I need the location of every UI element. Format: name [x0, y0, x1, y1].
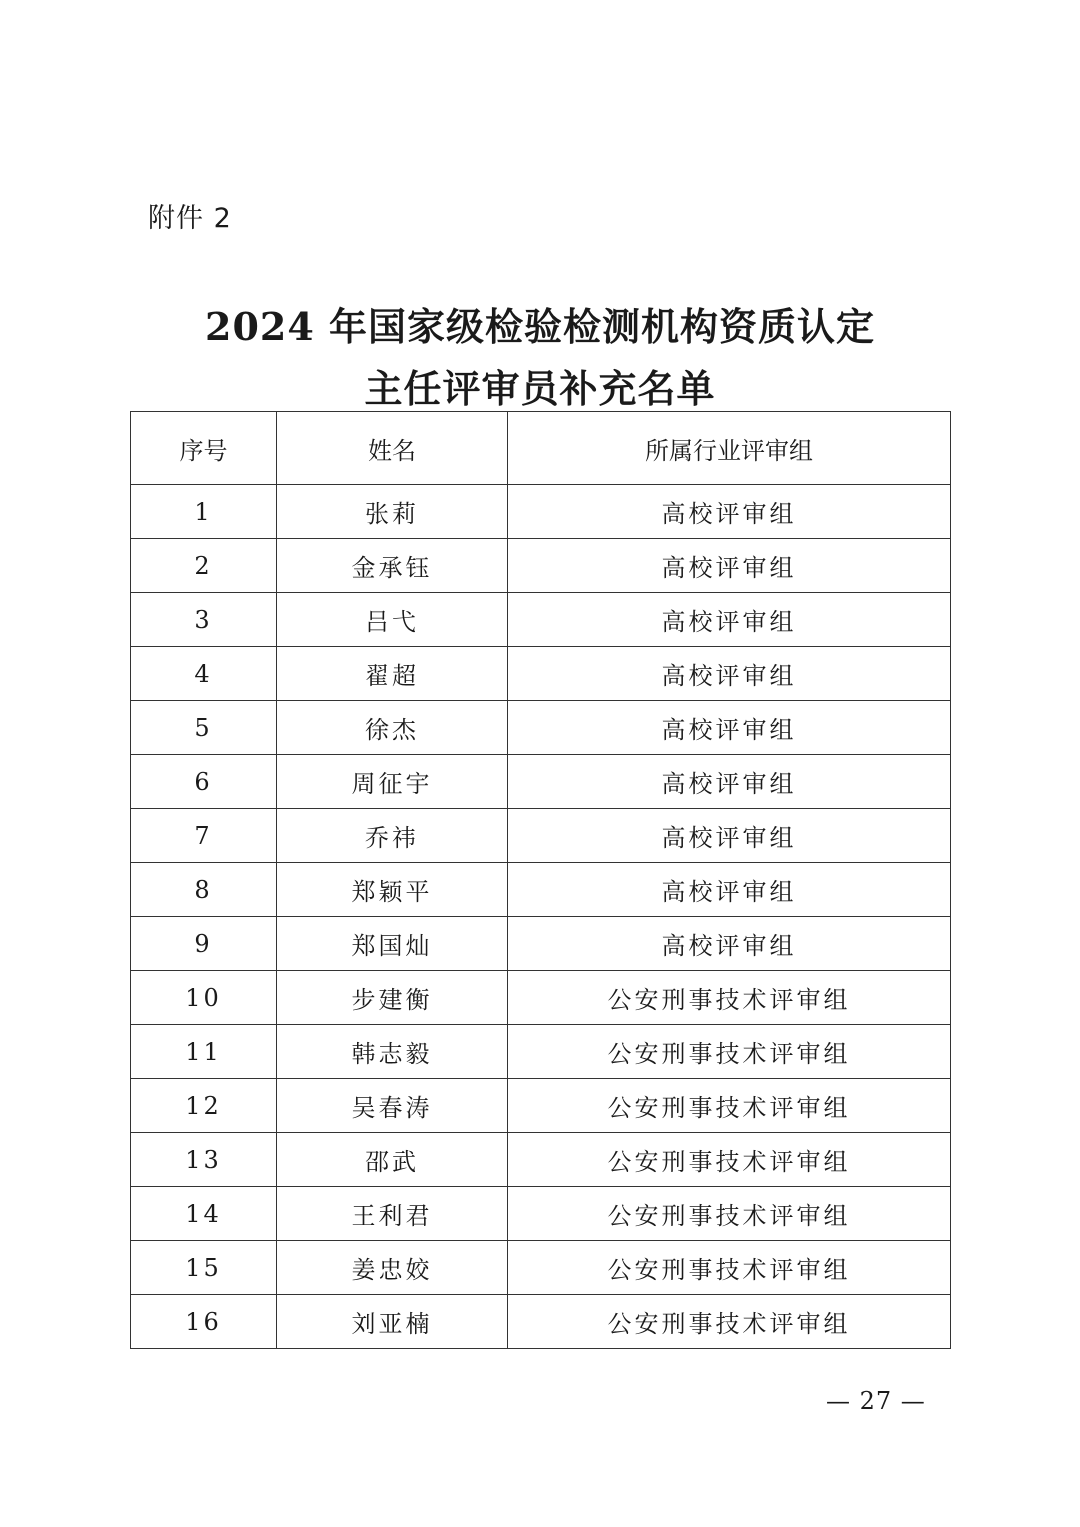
cell-name: 周征宇 — [277, 755, 508, 809]
cell-name: 姜忠姣 — [277, 1241, 508, 1295]
cell-serial: 15 — [131, 1241, 277, 1295]
table-row — [131, 863, 951, 917]
cell-name: 张莉 — [277, 485, 508, 539]
table-row — [131, 755, 951, 809]
cell-serial: 13 — [131, 1133, 277, 1187]
table-row — [131, 917, 951, 971]
table-row — [131, 1187, 951, 1241]
cell-group: 公安刑事技术评审组 — [508, 971, 951, 1025]
cell-group: 高校评审组 — [508, 539, 951, 593]
cell-group: 高校评审组 — [508, 701, 951, 755]
cell-group: 公安刑事技术评审组 — [508, 1133, 951, 1187]
table-row — [131, 593, 951, 647]
cell-group: 公安刑事技术评审组 — [508, 1079, 951, 1133]
table-row — [131, 1133, 951, 1187]
cell-serial: 7 — [131, 809, 277, 863]
cell-serial: 2 — [131, 539, 277, 593]
cell-serial: 9 — [131, 917, 277, 971]
document-title-line-1: 2024 年国家级检验检测机构资质认定 — [205, 304, 875, 349]
cell-serial: 5 — [131, 701, 277, 755]
table-row — [131, 1025, 951, 1079]
cell-name: 步建衡 — [277, 971, 508, 1025]
cell-name: 翟超 — [277, 647, 508, 701]
cell-serial: 6 — [131, 755, 277, 809]
cell-name: 吕弋 — [277, 593, 508, 647]
cell-group: 公安刑事技术评审组 — [508, 1025, 951, 1079]
header-group: 所属行业评审组 — [508, 412, 951, 485]
page-number: — 27 — — [826, 1387, 926, 1415]
table-row — [131, 539, 951, 593]
document-title-line-2: 主任评审员补充名单 — [364, 366, 716, 411]
cell-name: 郑国灿 — [277, 917, 508, 971]
table-row — [131, 1241, 951, 1295]
cell-group: 高校评审组 — [508, 485, 951, 539]
cell-serial: 14 — [131, 1187, 277, 1241]
attachment-label: 附件 2 — [148, 203, 232, 234]
cell-name: 乔祎 — [277, 809, 508, 863]
reviewer-table — [130, 411, 951, 1349]
table-row — [131, 647, 951, 701]
cell-serial: 3 — [131, 593, 277, 647]
cell-group: 高校评审组 — [508, 917, 951, 971]
cell-group: 高校评审组 — [508, 863, 951, 917]
cell-serial: 4 — [131, 647, 277, 701]
cell-group: 高校评审组 — [508, 593, 951, 647]
cell-serial: 16 — [131, 1295, 277, 1349]
cell-group: 高校评审组 — [508, 755, 951, 809]
table-row — [131, 1295, 951, 1349]
table-row — [131, 1079, 951, 1133]
table-header-row — [131, 412, 951, 485]
table-row — [131, 809, 951, 863]
cell-name: 吴春涛 — [277, 1079, 508, 1133]
cell-group: 高校评审组 — [508, 647, 951, 701]
cell-serial: 11 — [131, 1025, 277, 1079]
cell-serial: 1 — [131, 485, 277, 539]
header-name: 姓名 — [277, 412, 508, 485]
table-row — [131, 701, 951, 755]
cell-name: 邵武 — [277, 1133, 508, 1187]
cell-name: 郑颖平 — [277, 863, 508, 917]
cell-group: 公安刑事技术评审组 — [508, 1187, 951, 1241]
cell-name: 金承钰 — [277, 539, 508, 593]
cell-name: 刘亚楠 — [277, 1295, 508, 1349]
cell-serial: 8 — [131, 863, 277, 917]
table-row — [131, 485, 951, 539]
cell-group: 高校评审组 — [508, 809, 951, 863]
cell-serial: 12 — [131, 1079, 277, 1133]
cell-group: 公安刑事技术评审组 — [508, 1241, 951, 1295]
cell-name: 徐杰 — [277, 701, 508, 755]
cell-name: 王利君 — [277, 1187, 508, 1241]
cell-serial: 10 — [131, 971, 277, 1025]
table-row — [131, 971, 951, 1025]
cell-name: 韩志毅 — [277, 1025, 508, 1079]
cell-group: 公安刑事技术评审组 — [508, 1295, 951, 1349]
header-serial: 序号 — [131, 412, 277, 485]
